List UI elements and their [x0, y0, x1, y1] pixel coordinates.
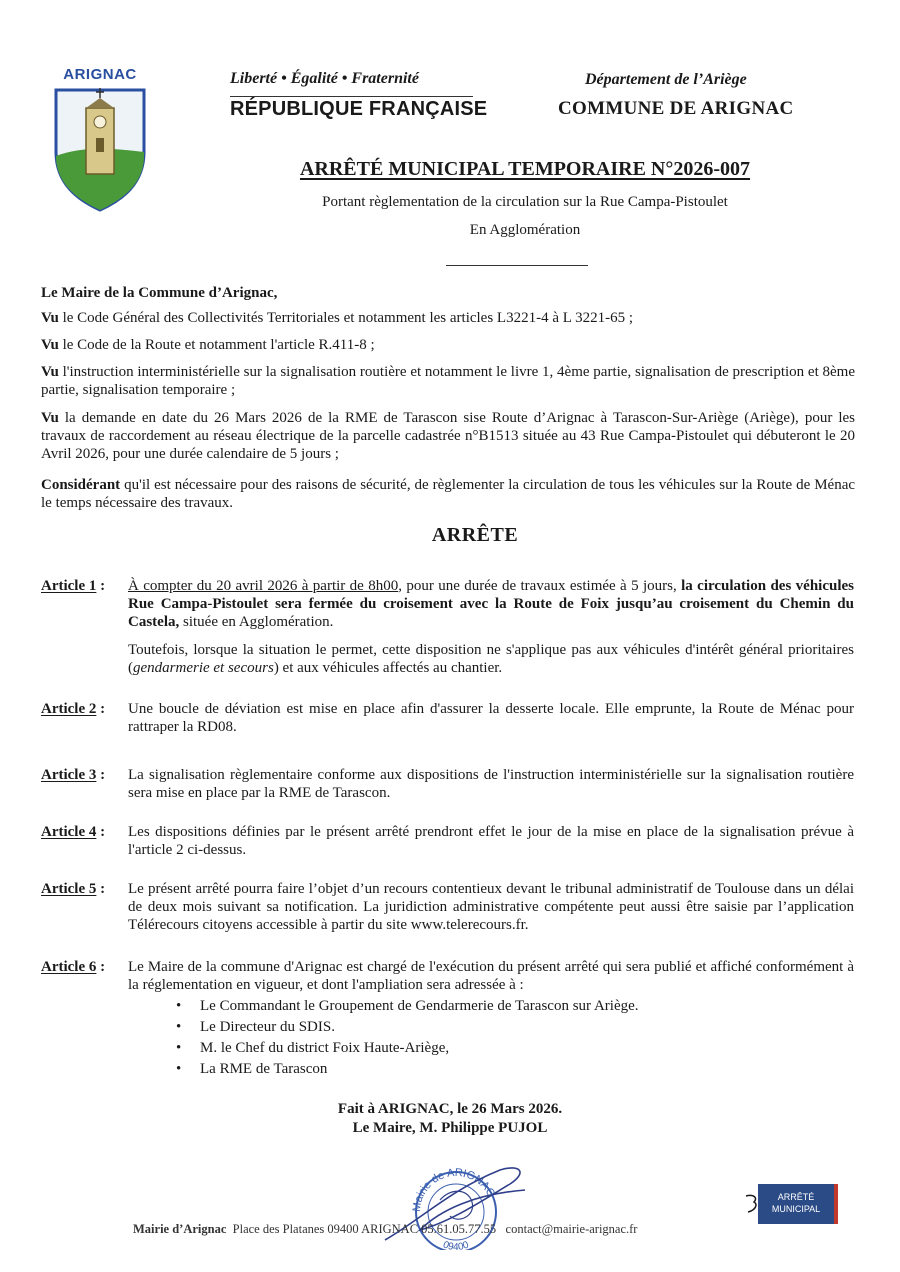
article-1-bold: la circulation des véhicules Rue Campa-Pistoulet sera fermée du croisement avec la Route de Foix jusqu’au croisement du Chemin du Castela,	[128, 578, 854, 630]
motto-divider	[230, 96, 473, 97]
vu-label: Vu	[41, 310, 59, 326]
vu-label: Vu	[41, 364, 59, 380]
article-1-exception-italic: gendarmerie et secours	[133, 660, 274, 676]
considerant-label: Considérant	[41, 477, 121, 493]
recipient-item: • Le Commandant le Groupement de Gendarmerie de Tarascon sur Ariège.	[172, 996, 852, 1017]
vu-1-text: le Code Général des Collectivités Territoriales et notamment les articles L3221-4 à L 3221-65 ;	[62, 310, 634, 326]
decree-subtitle: Portant règlementation de la circulation sur la Rue Campa-Pistoulet	[322, 194, 728, 210]
article-1-exception-end: ) et aux véhicules affectés au chantier.	[273, 660, 503, 676]
vu-2	[41, 336, 855, 354]
article-5-label: Article 5 :	[41, 881, 106, 897]
vu-label: Vu	[41, 337, 59, 353]
svg-text:ARRÊTÉ: ARRÊTÉ	[777, 1192, 815, 1202]
article-1-body	[128, 577, 854, 631]
svg-text:09400: 09400	[441, 1239, 471, 1250]
republic-heading: RÉPUBLIQUE FRANÇAISE	[230, 98, 488, 120]
national-motto: Liberté • Égalité • Fraternité	[230, 70, 419, 87]
vu-4-text: la demande en date du 26 Mars 2026 de la RME de Tarascon sise Route d’Arignac à Tarascon-Sur-Ariège (Ariège), pour les travaux de raccordement au réseau électrique de la parcelle cadastrée n°B1513 située au 43 Rue Campa-Pistoulet qui débuteront le 20 Avril 2026, pour une durée calendaire de 5 jours ;	[41, 410, 855, 462]
article-5-body: Le présent arrêté pourra faire l’objet d’un recours contentieux devant le tribunal administratif de Toulouse dans un délai de deux mois suivant sa notification. La juridiction administrative compétente peut aussi être saisie par l’application Télérecours citoyens accessible à partir du site www.telerecours.fr.	[128, 881, 854, 933]
decree-subtitle-2: En Agglomération	[469, 222, 581, 238]
recipient-item: • Le Directeur du SDIS.	[172, 1017, 852, 1038]
footer-email[interactable]: contact@mairie-arignac.fr	[505, 1222, 638, 1236]
article-4-body: Les dispositions définies par le présent arrêté prendront effet le jour de la mise en place de la signalisation prévue à l'article 2 ci-dessus.	[128, 824, 854, 858]
place-date: Fait à ARIGNAC, le 26 Mars 2026.	[337, 1101, 563, 1117]
footer-address: Place des Platanes 09400 ARIGNAC 05.61.05.77.55	[232, 1222, 497, 1236]
svg-text:Mairie de ARIGNAC: Mairie de ARIGNAC	[410, 1166, 497, 1213]
department-name: Département de l’Ariège	[585, 71, 747, 88]
decree-title: ARRÊTÉ MUNICIPAL TEMPORAIRE N°2026-007	[299, 158, 751, 180]
article-2-label: Article 2 :	[41, 701, 106, 717]
vu-1	[41, 309, 855, 327]
article-2-body: Une boucle de déviation est mise en place afin d'assurer la desserte locale. Elle emprunte, la Route de Ménac pour rattraper la RD08.	[128, 701, 854, 735]
article-6-label: Article 6 :	[41, 959, 106, 975]
article-3-label: Article 3 :	[41, 767, 106, 783]
considerant	[41, 476, 855, 512]
recipient-item: • La RME de Tarascon	[172, 1059, 852, 1080]
footer	[133, 1222, 637, 1237]
signatory: Le Maire, M. Philippe PUJOL	[352, 1120, 548, 1136]
recipient-item: • M. le Chef du district Foix Haute-Ariège,	[172, 1038, 852, 1059]
vu-label: Vu	[41, 410, 59, 426]
article-1-label: Article 1 :	[41, 578, 106, 594]
article-4-label: Article 4 :	[41, 824, 106, 840]
arrete-heading: ARRÊTE	[431, 524, 519, 546]
article-3-body: La signalisation règlementaire conforme aux dispositions de l'instruction interministérielle sur la signalisation routière sera mise en place par la RME de Tarascon.	[128, 767, 854, 801]
footer-org: Mairie d’Arignac	[133, 1222, 227, 1236]
commune-name: COMMUNE DE ARIGNAC	[558, 98, 794, 119]
article-1-exception-start: Toutefois, lorsque la situation le permet, cette disposition ne s'applique pas aux véhicules d'intérêt général prioritaires (	[128, 642, 854, 676]
article-1-exception	[128, 641, 854, 677]
recipient-list	[172, 996, 852, 1080]
article-1-end: située en Agglomération.	[179, 614, 334, 630]
article-1-date: À compter du 20 avril 2026 à partir de 8h00	[128, 578, 399, 594]
considerant-text: qu'il est nécessaire pour des raisons de sécurité, de règlementer la circulation de tous les véhicules sur la Route de Ménac le temps nécessaire des travaux.	[41, 477, 856, 511]
vu-3-text: l'instruction interministérielle sur la signalisation routière et notamment le livre 1, 4ème partie, signalisation de prescription et 8ème partie, signalisation temporaire ;	[41, 364, 855, 398]
vu-4	[41, 409, 855, 463]
vu-2-text: le Code de la Route et notamment l'article R.411-8 ;	[62, 337, 375, 353]
title-separator	[446, 265, 588, 266]
crest-name: ARIGNAC	[63, 66, 137, 83]
arrete-municipal-badge	[744, 1182, 838, 1226]
vu-3	[41, 363, 855, 399]
article-1-text: , pour une durée de travaux estimée à 5 jours,	[398, 578, 682, 594]
mayor-line: Le Maire de la Commune d’Arignac,	[41, 285, 278, 301]
article-6-body: Le Maire de la commune d'Arignac est chargé de l'exécution du présent arrêté qui sera publié et affiché conformément à la réglementation en vigueur, et dont l'ampliation sera adressée à :	[128, 959, 854, 993]
svg-text:MUNICIPAL: MUNICIPAL	[771, 1204, 821, 1214]
